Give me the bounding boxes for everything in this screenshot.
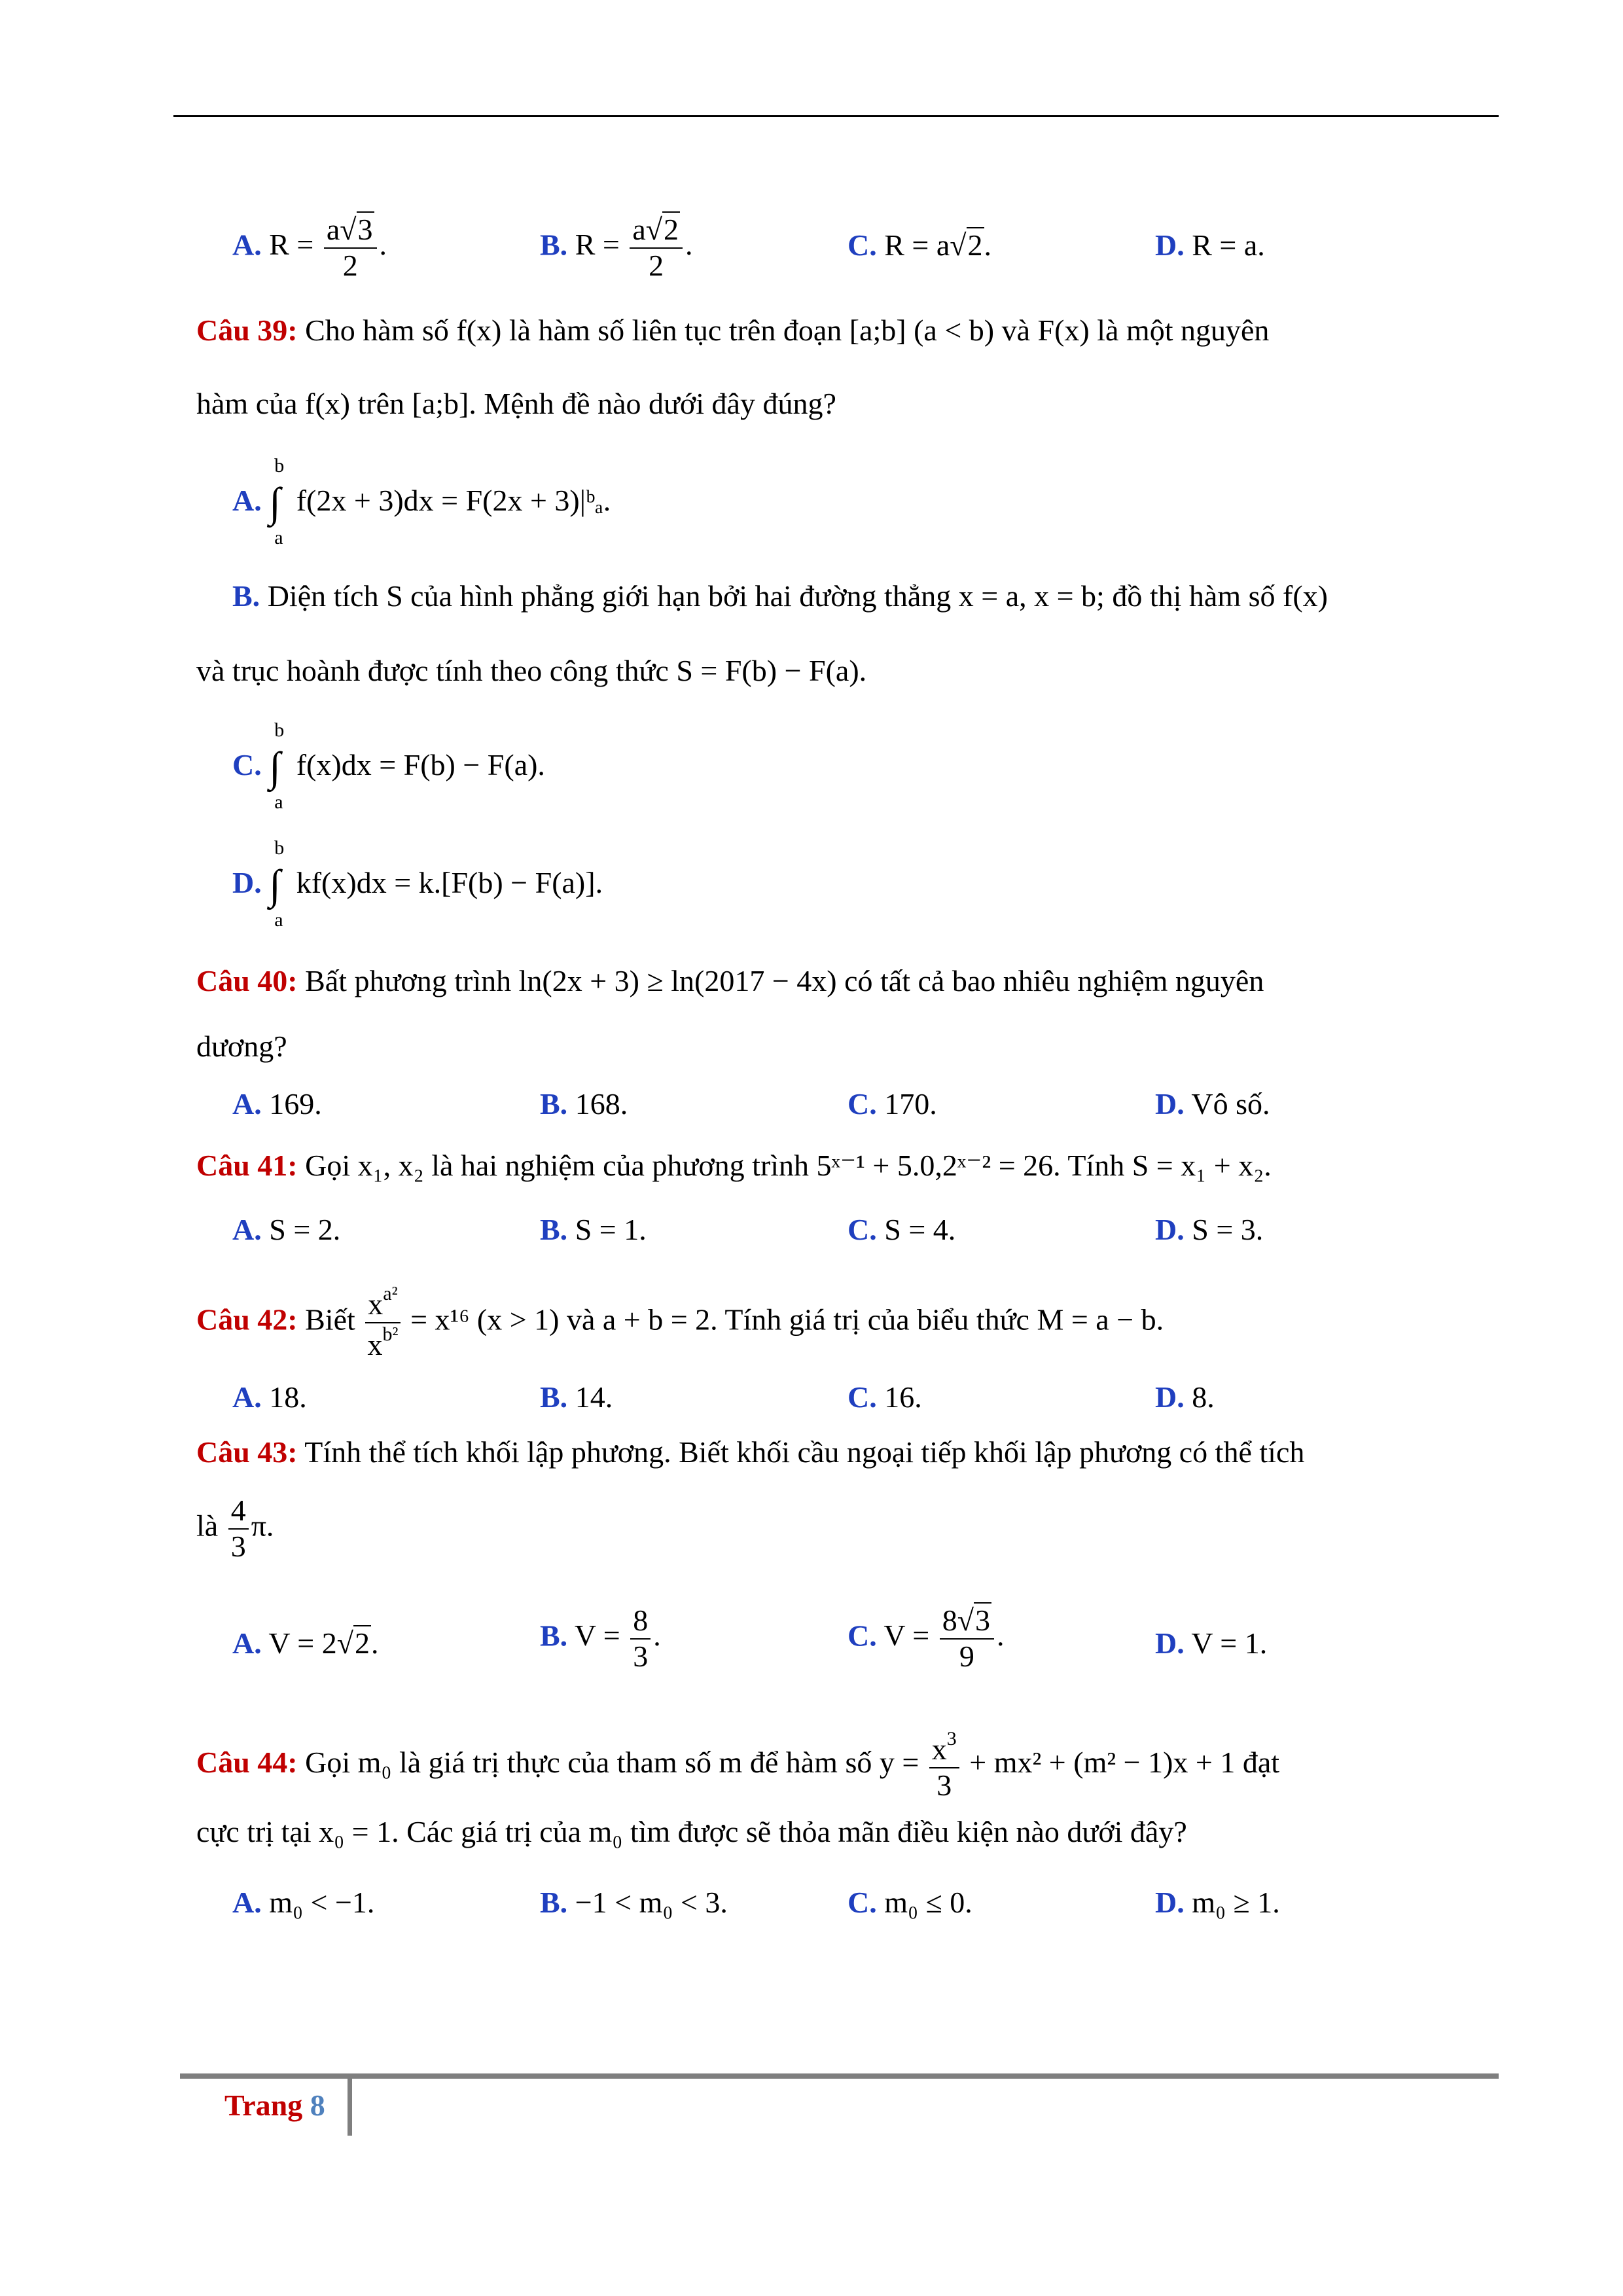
q42-line1: Câu 42: Biết $\frac{x^{a^2}}{x^{b^2}}$ = x¹⁶ (x > 1) và a + b = 2. Tính giá trị của biểu thức M = a − b. — [196, 1283, 1164, 1361]
q39-option-c: C. ∫ b a f(x)dx = F(b) − F(a). — [232, 719, 545, 814]
option-a: A. R = $\frac{a√3}{2}$ . — [232, 213, 387, 282]
option-a-text: R = $\frac{a√3}{2}$ . — [269, 213, 387, 282]
q42-option-b: B. 14. — [540, 1380, 613, 1414]
q40-option-c: C. 170. — [847, 1087, 937, 1121]
q43-option-b: B. V = $\frac{8}{3}$ . — [540, 1604, 661, 1673]
q39-option-a: A. ∫ b a f(2x + 3)dx = F(2x + 3)|ᵇₐ. — [232, 455, 611, 549]
q41-option-a: A. S = 2. — [232, 1213, 341, 1246]
q43-option-d: D. V = 1. — [1155, 1626, 1268, 1660]
option-d: D. R = a. — [1155, 228, 1265, 262]
option-d-text: R = a. — [1192, 228, 1265, 262]
option-c: C. R = a√2. — [847, 228, 992, 262]
option-b: B. R = $\frac{a√2}{2}$ . — [540, 213, 693, 282]
q43-option-c-text: V = $\frac{8√3}{9}$ . — [883, 1604, 1005, 1673]
q41-line1: Câu 41: Gọi x₁, x₂ là hai nghiệm của phương trình 5ˣ⁻¹ + 5.0,2ˣ⁻² = 26. Tính S = x₁ + x₂. — [196, 1149, 1272, 1182]
q44-line2: cực trị tại x₀ = 1. Các giá trị của m₀ tìm được sẽ thỏa mãn điều kiện nào dưới đây? — [196, 1815, 1187, 1848]
header-rule — [173, 115, 1499, 117]
q40-line2: dương? — [196, 1030, 287, 1063]
fraction-x-power: $\frac{x^{a^2}}{x^{b^2}}$ — [365, 1283, 400, 1363]
q42-option-a: A. 18. — [232, 1380, 307, 1414]
q44-option-b: B. −1 < m₀ < 3. — [540, 1886, 728, 1919]
q40-option-a: A. 169. — [232, 1087, 322, 1121]
fraction-4-3: $\frac{4}{3}$ — [228, 1494, 249, 1564]
q41-option-d: D. S = 3. — [1155, 1213, 1264, 1246]
q44-option-d: D. m₀ ≥ 1. — [1155, 1886, 1280, 1919]
integral-sign: ∫ b a — [269, 455, 285, 549]
integral-sign: ∫ b a — [269, 837, 285, 931]
q44-line1: Câu 44: Gọi m₀ là giá trị thực của tham số m để hàm số y = $\frac{x^3}{3}$ + mx² + (m² − 1)x + 1 đạt — [196, 1728, 1280, 1802]
page-number: Trang 8 — [224, 2089, 325, 2122]
q43-option-a-text: V = 2√2. — [268, 1626, 379, 1660]
option-c-text: R = a√2. — [884, 228, 992, 262]
q43-line1: Câu 43: Tính thể tích khối lập phương. Biết khối cầu ngoại tiếp khối lập phương có thể tích — [196, 1435, 1305, 1469]
fraction-x3-3: $\frac{x^3}{3}$ — [929, 1728, 959, 1803]
q39-option-b-line1: B. Diện tích S của hình phẳng giới hạn bởi hai đường thẳng x = a, x = b; đồ thị hàm số f(x) — [232, 579, 1328, 613]
q40-line1: Câu 40: Bất phương trình ln(2x + 3) ≥ ln(2017 − 4x) có tất cả bao nhiêu nghiệm nguyên — [196, 964, 1264, 997]
q43-option-c: C. V = $\frac{8√3}{9}$ . — [847, 1604, 1005, 1673]
q41-option-b: B. S = 1. — [540, 1213, 647, 1246]
q44-option-c: C. m₀ ≤ 0. — [847, 1886, 972, 1919]
integral-sign: ∫ b a — [269, 719, 285, 814]
q41-option-c: C. S = 4. — [847, 1213, 956, 1246]
q43-line2: là $\frac{4}{3}$ π. — [196, 1494, 274, 1563]
q39-option-d: D. ∫ b a kf(x)dx = k.[F(b) − F(a)]. — [232, 837, 603, 931]
q40-option-b: B. 168. — [540, 1087, 628, 1121]
q40-option-d: D. Vô số. — [1155, 1087, 1270, 1121]
q39-option-b-line2: và trục hoành được tính theo công thức S = F(b) − F(a). — [196, 654, 867, 687]
q42-option-c: C. 16. — [847, 1380, 922, 1414]
q43-option-b-text: V = $\frac{8}{3}$ . — [574, 1604, 661, 1673]
q43-option-a: A. V = 2√2. — [232, 1626, 379, 1660]
q39-line1: Câu 39: Cho hàm số f(x) là hàm số liên tục trên đoạn [a;b] (a < b) và F(x) là một nguyên — [196, 314, 1270, 347]
q42-option-d: D. 8. — [1155, 1380, 1215, 1414]
q44-option-a: A. m₀ < −1. — [232, 1886, 375, 1919]
option-b-text: R = $\frac{a√2}{2}$ . — [575, 213, 693, 282]
footer-divider — [348, 2073, 352, 2136]
footer-rule — [180, 2073, 1499, 2079]
q39-line2: hàm của f(x) trên [a;b]. Mệnh đề nào dưới đây đúng? — [196, 387, 836, 420]
